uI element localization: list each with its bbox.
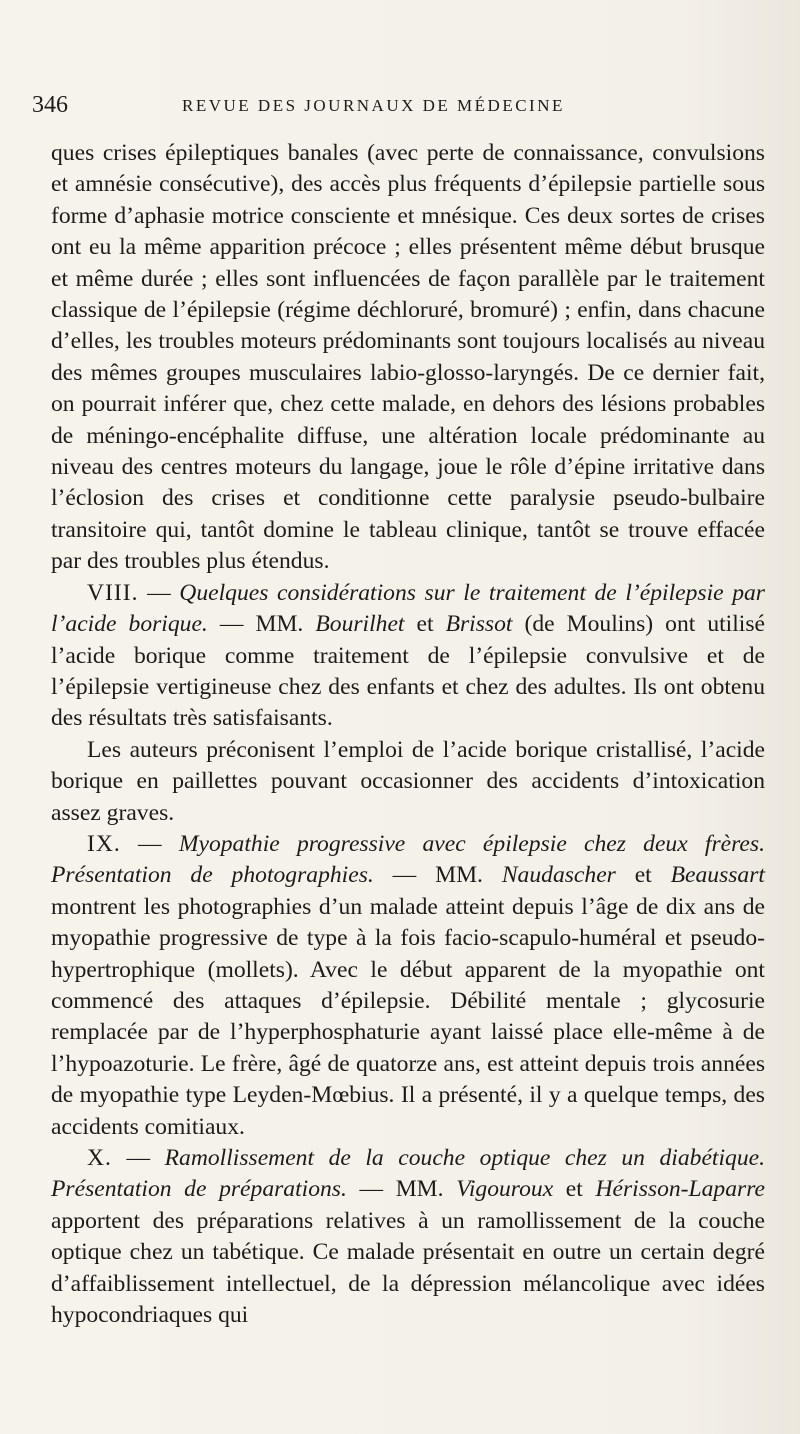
page-header xyxy=(32,92,752,122)
section-x xyxy=(51,1143,765,1331)
section-body: (de Moulins) ont utilisé l’acide borique comme traitement de l’épilepsie convulsive et de l’épilepsie vertigineuse chez des enfants et chez des adultes. Ils ont obtenu des résultats très satisfaisants. xyxy=(51,611,766,732)
author-name: Naudascher xyxy=(501,862,616,889)
paragraph-continuation: ques crises épileptiques banales (avec perte de connaissance, convulsions et amnésie consécutive), des accès plus fréquents d’épilepsie partielle sous forme d’aphasie motrice consciente et mnésique. Ces deux sortes de crises ont eu la même apparition précoce ; elles présentent même début brusque et même durée ; elles sont influencées de façon parallèle par le traitement classique de l’épilepsie (régime déchloruré, bromuré) ; enfin, dans chacune d’elles, les troubles moteurs prédominants sont toujours localisés au niveau des mêmes groupes musculaires labio-glosso-laryngés. De ce dernier fait, on pourrait inférer que, chez cette malade, en dehors des lésions probables de méningo-encéphalite diffuse, une altération locale prédominante au niveau des centres moteurs du langage, joue le rôle d’épine irritative dans l’éclosion des crises et conditionne cette paralysie pseudo-bulbaire transitoire qui, tantôt domine le tableau clinique, tantôt se trouve effacée par des troubles plus étendus. xyxy=(51,140,765,575)
author-name: Beaussart xyxy=(670,862,765,889)
running-head: REVUE DES JOURNAUX DE MÉDECINE xyxy=(182,96,565,115)
author-conjunction: et xyxy=(565,1176,583,1203)
section-dash: — xyxy=(138,830,162,857)
section-title: Ramollissement de la couche optique chez un diabétique. Présentation de préparations. xyxy=(51,1145,766,1203)
section-dash: — xyxy=(126,1145,151,1171)
section-mm: — MM. xyxy=(359,1176,444,1203)
body-text xyxy=(51,138,765,1331)
page-number: 346 xyxy=(32,92,68,118)
section-mm: — MM. xyxy=(392,862,483,889)
author-name: Brissot xyxy=(445,611,513,638)
section-number: IX. xyxy=(87,830,121,857)
section-ix xyxy=(51,829,765,1143)
author-name: Vigouroux xyxy=(456,1176,554,1203)
section-title: Quelques considérations sur le traitement de l’épilepsie par l’acide borique. xyxy=(51,579,765,638)
author-conjunction: et xyxy=(634,862,652,889)
section-title: Myopathie progressive avec épilepsie chez deux frères. Présentation de photographies. xyxy=(51,830,765,889)
author-conjunction: et xyxy=(416,611,434,638)
section-dash: — xyxy=(147,579,171,606)
section-viii xyxy=(51,578,765,735)
paragraph: Les auteurs préconisent l’emploi de l’acide borique cristallisé, l’acide borique en paillettes pouvant occasionner des accidents d’intoxication assez graves. xyxy=(51,736,765,826)
section-mm: — MM. xyxy=(219,611,304,638)
section-number: X. xyxy=(87,1145,112,1171)
author-name: Bourilhet xyxy=(315,611,405,638)
author-name: Hérisson-Laparre xyxy=(595,1176,765,1203)
section-body: montrent les photographies d’un malade atteint depuis l’âge de dix ans de myopathie progressive de type à la fois facio-scapulo-huméral et pseudo-hypertrophique (mollets). Avec le début apparent de la myopathie ont commencé des attaques d’épilepsie. Débilité mentale ; glycosurie remplacée par de l’hyperphosphaturie ayant laissé place elle-même à de l’hypoazoturie. Le frère, âgé de quatorze ans, est atteint depuis trois années de myopathie type Leyden-Mœbius. Il a présenté, il y a quelque temps, des accidents comitiaux. xyxy=(51,893,765,1140)
section-number: VIII. xyxy=(87,579,139,606)
section-body: apportent des préparations relatives à un ramollissement de la couche optique chez un tabétique. Ce malade présentait en outre un certain degré d’affaiblissement intellectuel, de la dépression mélancolique avec idées hypocondriaques qui xyxy=(51,1207,765,1329)
